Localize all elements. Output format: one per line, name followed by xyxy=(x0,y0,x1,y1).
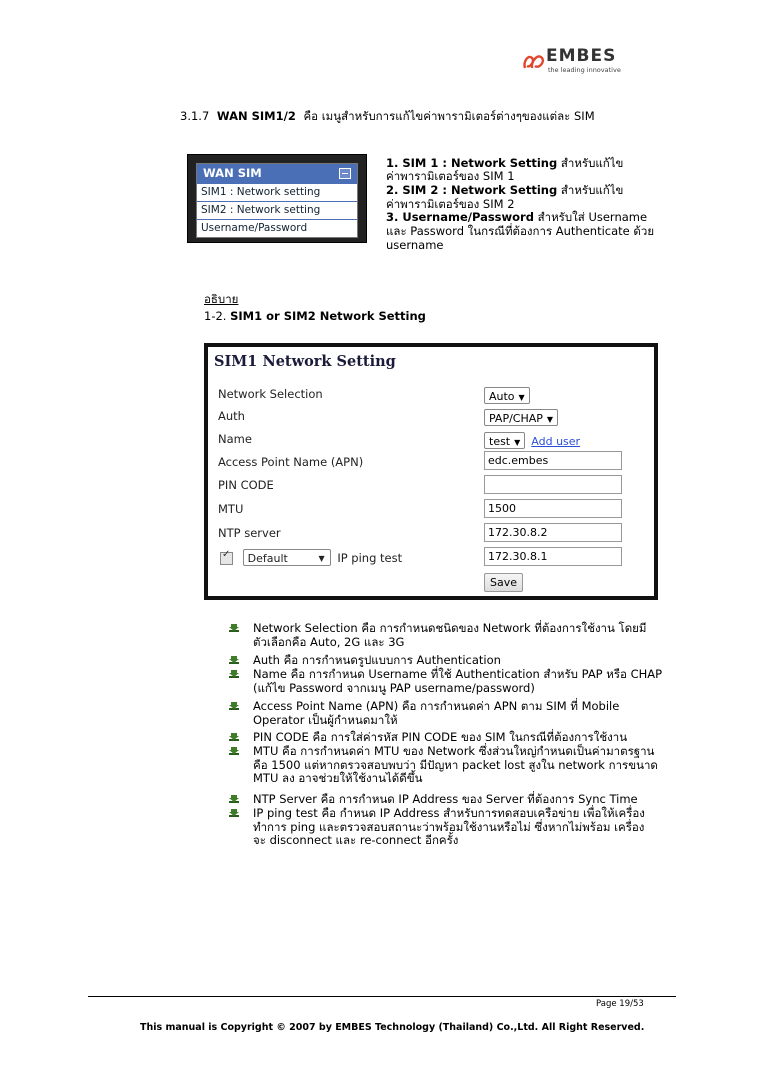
logo-tagline: the leading innovative xyxy=(548,66,621,74)
ping-row xyxy=(220,549,402,566)
select-value: PAP/CHAP xyxy=(489,412,543,425)
dropdown-arrow-icon: ▼ xyxy=(546,415,554,424)
embes-logo xyxy=(522,46,632,80)
bullet-item-line: Operator เป็นผู้กำหนดมาให้ xyxy=(253,712,398,727)
select-value: test xyxy=(489,435,511,448)
bullet-item-line: จะ disconnect และ re-connect อีกครั้ง xyxy=(253,833,459,847)
bullet-item-line: Name คือ การกำหนด Username ที่ใช้ Authentication สำหรับ PAP หรือ CHAP xyxy=(253,667,663,681)
note-title: 2. SIM 2 : Network Setting xyxy=(386,183,558,197)
ntp-server-input[interactable]: 172.30.8.2 xyxy=(484,523,622,542)
bullet-item-line: MTU คือ การกำหนดค่า MTU ของ Network ซึ่งส่วนใหญ่กำหนดเป็นค่ามาตรฐาน xyxy=(253,744,655,758)
page-number xyxy=(596,999,644,1009)
note-text: สำหรับแก้ไข xyxy=(557,183,624,197)
mtu-label: MTU xyxy=(218,502,244,516)
add-user-link[interactable]: Add user xyxy=(531,435,581,448)
explain-sub-number: 1-2. xyxy=(204,309,227,323)
menu-item-username-password[interactable]: Username/Password xyxy=(197,219,357,237)
explain-heading: อธิบาย xyxy=(204,292,239,306)
bullet-item-line: IP ping test คือ กำหนด IP Address สำหรับการทดสอบเครือข่าย เพื่อให้เครื่อง xyxy=(253,806,645,820)
bullet-arrow-icon xyxy=(229,733,239,743)
section-heading xyxy=(180,110,595,124)
ping-enable-checkbox[interactable] xyxy=(220,552,233,565)
save-button[interactable]: Save xyxy=(484,573,523,592)
collapse-icon[interactable] xyxy=(339,168,351,179)
section-number: 3.1.7 xyxy=(180,109,210,123)
mtu-input[interactable]: 1500 xyxy=(484,499,622,518)
bullet-arrow-icon xyxy=(229,624,239,634)
dropdown-arrow-icon: ▼ xyxy=(518,393,525,402)
dropdown-arrow-icon: ▼ xyxy=(514,438,521,447)
name-control xyxy=(484,430,580,449)
page-value: 19/53 xyxy=(619,999,644,1009)
sim1-network-setting-screenshot xyxy=(204,343,658,600)
menu-header-label: WAN SIM xyxy=(203,166,262,180)
menu-note-3 xyxy=(386,211,647,225)
auth-select[interactable] xyxy=(484,407,558,426)
note-text: สำหรับแก้ไข xyxy=(557,156,624,170)
select-value: Auto xyxy=(489,390,515,403)
bullet-item-line: Network Selection คือ การกำหนดชนิดของ Network ที่ต้องการใช้งาน โดยมี xyxy=(253,621,647,635)
pin-code-input[interactable] xyxy=(484,475,622,494)
dropdown-arrow-icon: ▼ xyxy=(318,554,325,563)
note-title: 1. SIM 1 : Network Setting xyxy=(386,156,558,170)
pin-code-label: PIN CODE xyxy=(218,478,274,492)
apn-label: Access Point Name (APN) xyxy=(218,455,364,469)
section-title: WAN SIM1/2 xyxy=(216,109,296,123)
ping-ip-input[interactable]: 172.30.8.1 xyxy=(484,547,622,566)
ping-mode-select[interactable] xyxy=(243,549,331,566)
bullet-item-line: PIN CODE คือ การใส่ค่ารหัส PIN CODE ของ SIM ในกรณีที่ต้องการใช้งาน xyxy=(253,730,628,744)
menu-note-3-cont2: username xyxy=(386,238,444,252)
bullet-item-line: ตัวเลือกคือ Auto, 2G และ 3G xyxy=(253,634,405,649)
menu-note-2 xyxy=(386,184,623,198)
note-text: สำหรับใส่ Username xyxy=(533,210,648,224)
bullet-item-line: MTU ลง อาจช่วยให้ใช้งานได้ดีขึ้น xyxy=(253,771,423,785)
page-label: Page xyxy=(596,999,617,1009)
note-title: 3. Username/Password xyxy=(386,210,534,224)
menu-note-1-cont: ค่าพารามิเตอร์ของ SIM 1 xyxy=(386,169,515,183)
bullet-item-line: Auth คือ การกำหนดรูปแบบการ Authentication xyxy=(253,653,501,667)
bullet-arrow-icon xyxy=(229,656,239,666)
panel-title: SIM1 Network Setting xyxy=(214,353,396,370)
explain-subheading xyxy=(204,310,426,324)
name-label: Name xyxy=(218,432,252,446)
bullet-arrow-icon xyxy=(229,809,239,819)
logo-brand: EMBES xyxy=(546,46,617,66)
menu-note-3-cont: และ Password ในกรณีที่ต้องการ Authenticate ด้วย xyxy=(386,224,655,238)
network-selection-label: Network Selection xyxy=(218,387,323,401)
menu-item-sim2[interactable]: SIM2 : Network setting xyxy=(197,201,357,219)
wan-sim-menu-screenshot xyxy=(187,154,367,243)
explain-sub-title: SIM1 or SIM2 Network Setting xyxy=(230,309,426,323)
bullet-arrow-icon xyxy=(229,795,239,805)
bullet-item-line: (แก้ไข Password จากเมนู PAP username/password) xyxy=(253,680,535,695)
menu-item-sim1[interactable]: SIM1 : Network setting xyxy=(197,183,357,201)
name-select[interactable] xyxy=(484,432,525,449)
select-value: Default xyxy=(247,552,288,565)
section-desc: คือ เมนูสำหรับการแก้ไขค่าพารามิเตอร์ต่างๆของแต่ละ SIM xyxy=(303,109,595,123)
bullet-item-line: NTP Server คือ การกำหนด IP Address ของ Server ที่ต้องการ Sync Time xyxy=(253,792,638,806)
network-selection-select[interactable] xyxy=(484,385,530,404)
wan-sim-menu xyxy=(196,163,358,238)
bullet-item-line: ทำการ ping และตรวจสอบสถานะว่าพร้อมใช้งานหรือไม่ ซึ่งหากไม่พร้อม เครื่อง xyxy=(253,819,645,834)
ping-label: IP ping test xyxy=(337,551,403,565)
auth-label: Auth xyxy=(218,409,245,423)
sim1-network-setting-panel xyxy=(208,347,654,596)
bullet-arrow-icon xyxy=(229,747,239,757)
wan-sim-menu-header[interactable] xyxy=(197,164,357,183)
menu-note-2-cont: ค่าพารามิเตอร์ของ SIM 2 xyxy=(386,197,515,211)
bullet-arrow-icon xyxy=(229,702,239,712)
copyright-notice: This manual is Copyright © 2007 by EMBES Technology (Thailand) Co.,Ltd. All Right Reserved. xyxy=(140,1022,645,1033)
apn-input[interactable]: edc.embes xyxy=(484,451,622,470)
bullet-item-line: Access Point Name (APN) คือ การกำหนดค่า APN ตาม SIM ที่ Mobile xyxy=(253,699,620,713)
ntp-server-label: NTP server xyxy=(218,526,281,540)
embes-logo-mark-icon xyxy=(522,50,546,72)
bullet-item-line: คือ 1500 แต่หากตรวจสอบพบว่า มีปัญหา packet lost สูงใน network การขนาด xyxy=(253,757,658,772)
save-control xyxy=(484,571,523,592)
footer-divider xyxy=(88,996,676,997)
bullet-arrow-icon xyxy=(229,670,239,680)
